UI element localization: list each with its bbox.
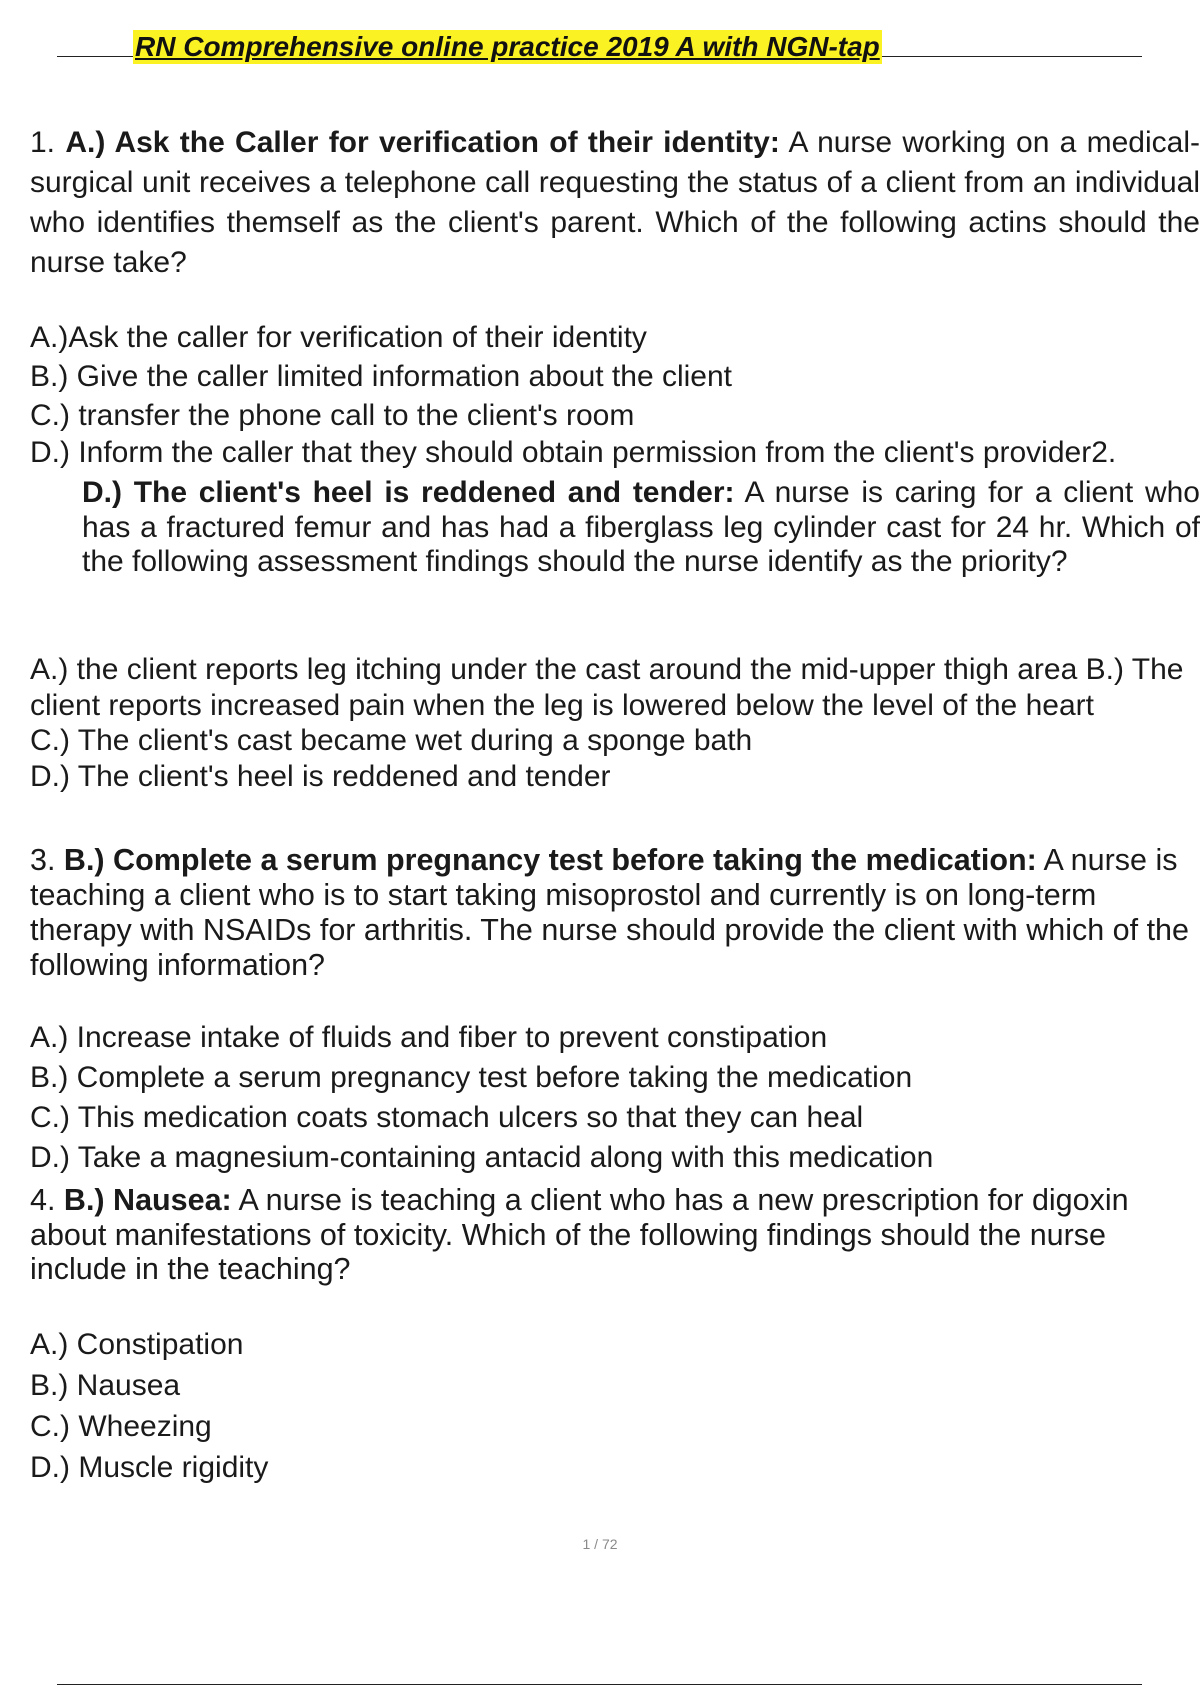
option-a: A.) Increase intake of fluids and fiber to prevent constipation: [30, 1021, 828, 1054]
answer-key: B.) Nausea:: [63, 1183, 232, 1217]
option-d: D.) Inform the caller that they should obtain permission from the client's provider2.: [30, 436, 1117, 469]
answer-key: D.) The client's heel is reddened and tender:: [82, 476, 735, 509]
answer-key: B.) Complete a serum pregnancy test before taking the medication:: [63, 843, 1037, 877]
option-c: C.) transfer the phone call to the client's room: [30, 399, 635, 432]
question-number: 1.: [30, 126, 56, 159]
question-3: [30, 843, 1200, 983]
footer-rule: [57, 1684, 1142, 1685]
question-4-options: [30, 1324, 1200, 1488]
question-stem: A nurse is caring for a client who has a fractured femur and has had a fiberglass leg cylinder cast for 24 hr. Which of the following assessment findings should the nurse identify as the priority?: [82, 476, 1200, 578]
page-number: 1 / 72: [582, 1536, 618, 1552]
question-stem: A nurse working on a medical-surgical unit receives a telephone call requesting the status of a client from an individual who identifies themself as the client's parent. Which of the following actins should the nurse take?: [30, 126, 1200, 279]
option-d: D.) The client's heel is reddened and tender: [30, 759, 611, 793]
option-c: C.) Wheezing: [30, 1410, 212, 1443]
option-a-b: A.) the client reports leg itching under the cast around the mid-upper thigh area B.) The client reports increased pain when the leg is lowered below the level of the heart: [30, 653, 1184, 722]
option-c: C.) The client's cast became wet during a sponge bath: [30, 724, 753, 757]
option-b: B.) Give the caller limited information about the client: [30, 360, 732, 393]
option-a: A.) Constipation: [30, 1328, 244, 1361]
question-1-options: [30, 318, 1200, 471]
question-1: [30, 123, 1200, 283]
option-b: B.) Nausea: [30, 1369, 181, 1402]
option-b: B.) Complete a serum pregnancy test before taking the medication: [30, 1061, 913, 1094]
question-number: 4.: [30, 1183, 56, 1217]
document-title: RN Comprehensive online practice 2019 A with NGN-tap: [135, 31, 880, 62]
question-stem: A nurse is teaching a client who has a new prescription for digoxin about manifestations of toxicity. Which of the following findings should the nurse include in the teaching?: [30, 1183, 1129, 1286]
question-stem: A nurse is teaching a client who is to start taking misoprostol and currently is on long-term therapy with NSAIDs for arthritis. The nurse should provide the client with which of the following information?: [30, 843, 1189, 982]
question-4: [30, 1183, 1200, 1287]
option-a: A.)Ask the caller for verification of their identity: [30, 321, 647, 354]
question-number: 3.: [30, 843, 56, 877]
option-d: D.) Take a magnesium-containing antacid along with this medication: [30, 1141, 934, 1174]
option-d: D.) Muscle rigidity: [30, 1451, 269, 1484]
option-c: C.) This medication coats stomach ulcers so that they can heal: [30, 1101, 864, 1134]
question-3-options: [30, 1018, 1200, 1178]
question-2: [82, 476, 1200, 580]
question-2-options: [30, 652, 1200, 794]
answer-key: A.) Ask the Caller for verification of their identity:: [65, 126, 780, 159]
